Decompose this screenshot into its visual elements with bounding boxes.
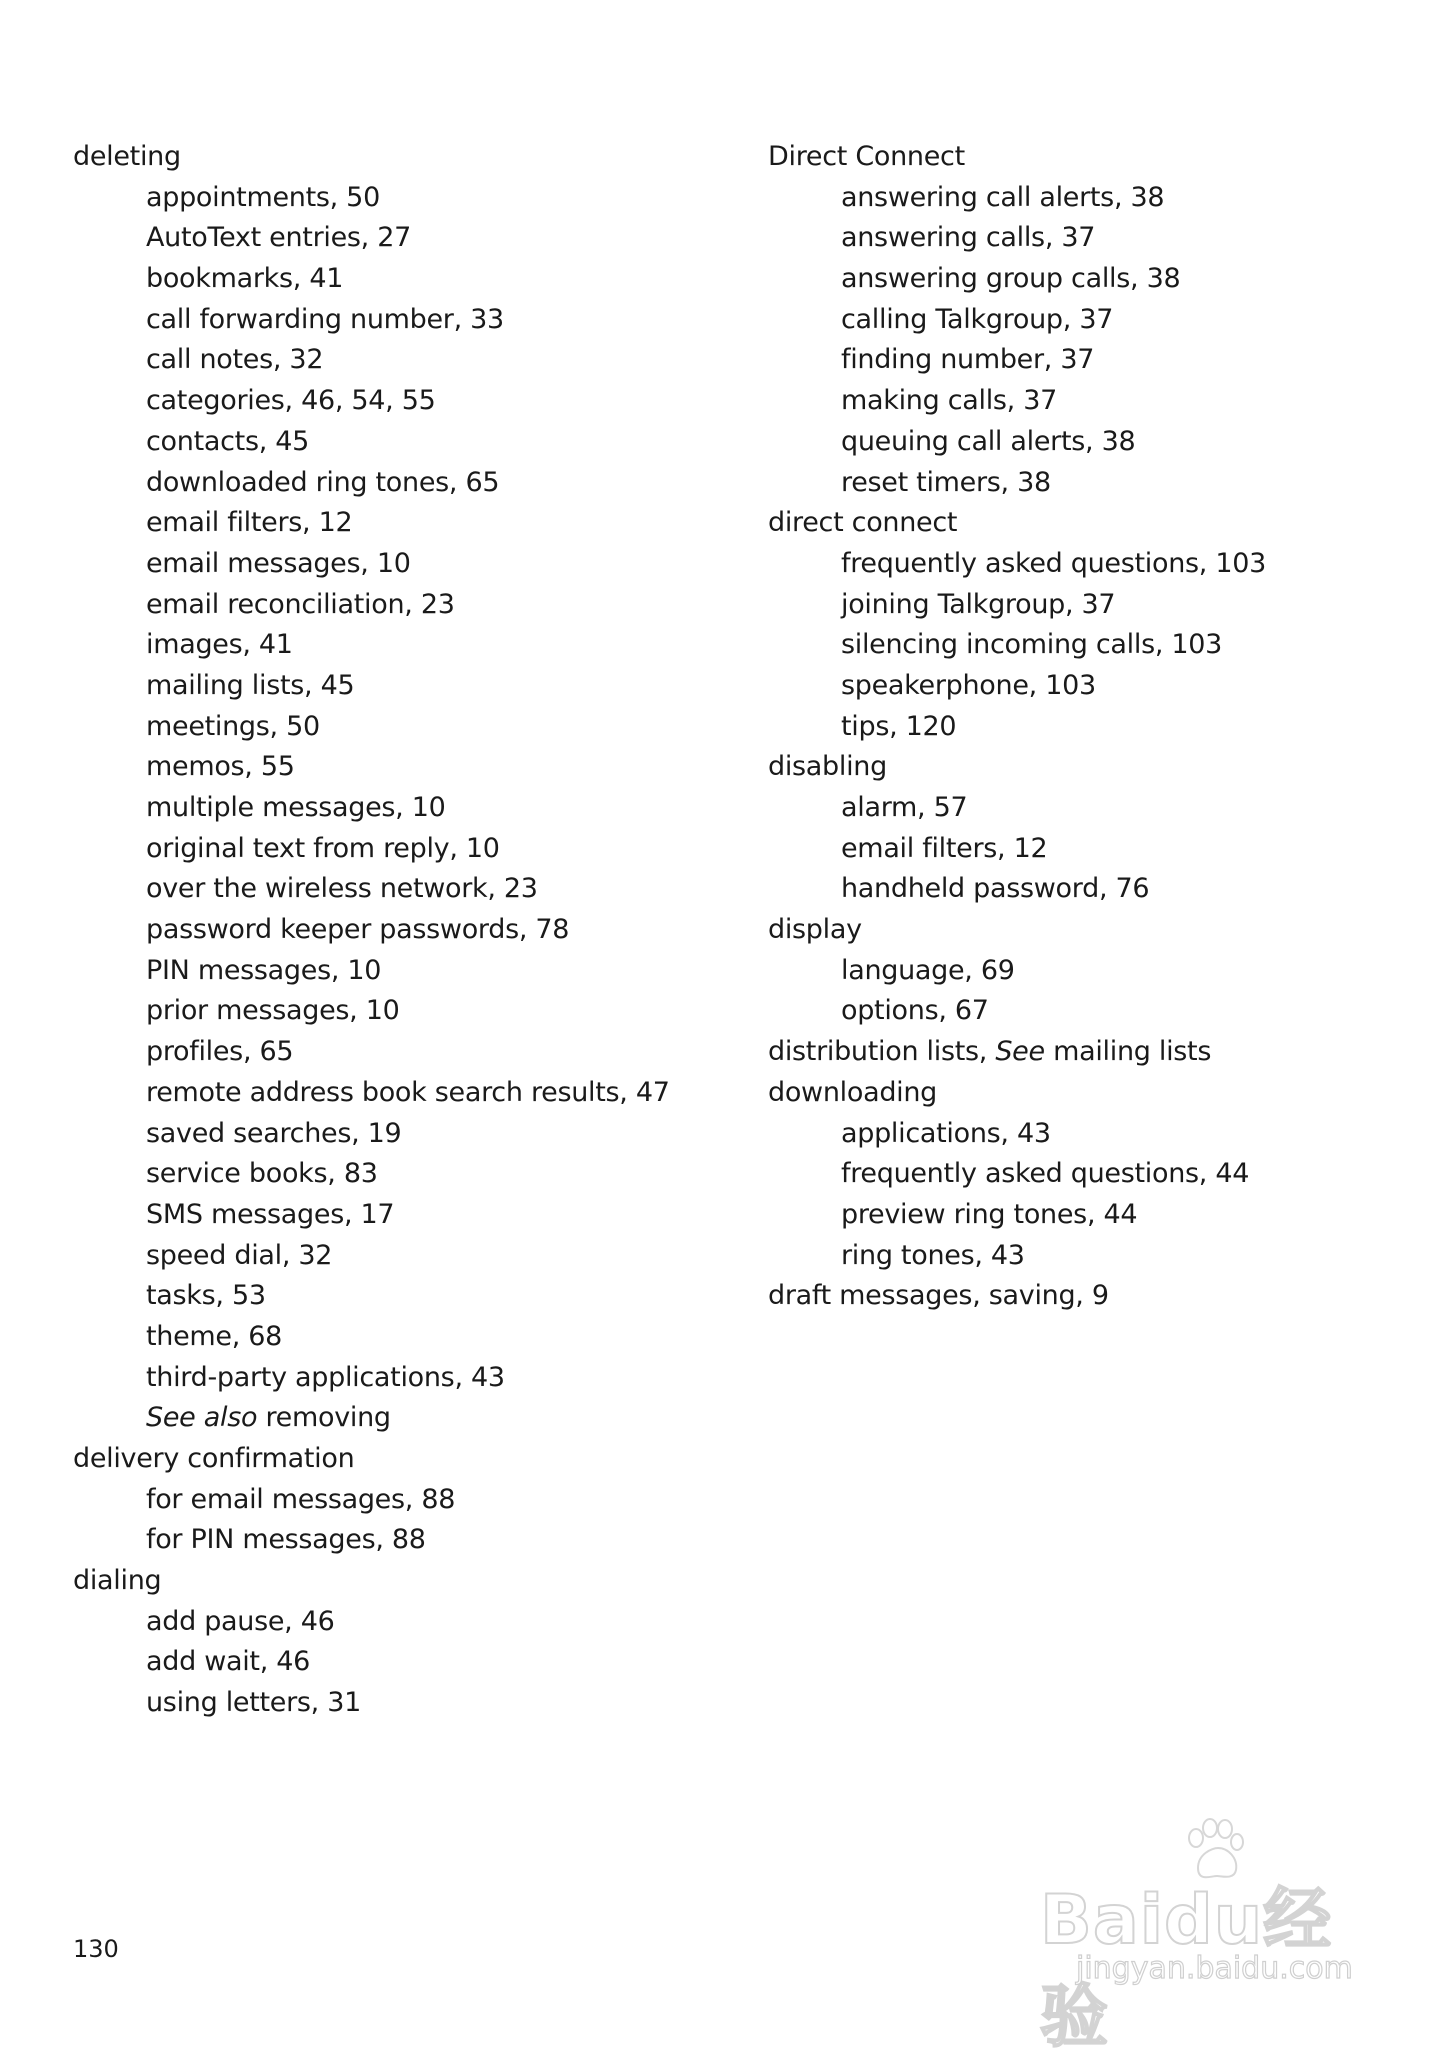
index-subentry [73,381,753,422]
index-heading [73,1439,753,1480]
entry-text: queuing call alerts, 38 [841,425,1136,457]
entry-text: silencing incoming calls, 103 [841,629,1223,661]
index-subentry [73,951,753,992]
entry-text: downloaded ring tones, 65 [146,466,500,498]
index-subentry [768,788,1408,829]
index-heading [768,1276,1408,1317]
entry-text: for PIN messages, 88 [146,1524,426,1556]
entry-text: speed dial, 32 [146,1239,333,1271]
index-subentry [73,788,753,829]
entry-text: multiple messages, 10 [146,792,446,823]
entry-text: dialing [73,1565,162,1597]
index-subentry [73,218,753,259]
entry-text: answering group calls, 38 [841,263,1181,295]
entry-text: frequently asked questions, 103 [841,547,1266,579]
index-subentry [73,1358,753,1399]
entry-text: email filters, 12 [841,832,1048,864]
watermark-url: jingyan.baidu.com [1076,1951,1353,1986]
entry-text: service books, 83 [146,1158,378,1190]
index-subentry [73,1154,753,1195]
entry-text: language, 69 [841,954,1015,986]
entry-text: email filters, 12 [146,507,353,539]
index-subentry [73,1276,753,1317]
entry-text: calling Talkgroup, 37 [841,303,1114,335]
index-subentry [768,259,1408,300]
index-heading [73,137,753,178]
index-subentry [768,544,1408,585]
index-subentry [768,300,1408,341]
entry-text: third-party applications, 43 [146,1361,505,1393]
entry-text: appointments, 50 [146,181,380,213]
entry-text: add pause, 46 [146,1605,335,1637]
index-subentry [768,951,1408,992]
entry-text: preview ring tones, 44 [841,1198,1138,1230]
entry-text: deleting [73,141,181,172]
index-subentry [73,1398,753,1439]
entry-text: call notes, 32 [146,344,324,376]
entry-text: memos, 55 [146,751,295,783]
index-subentry [768,625,1408,666]
index-heading [768,910,1408,951]
index-subentry [73,259,753,300]
index-subentry [73,178,753,219]
entry-text: mailing lists, 45 [146,669,355,701]
cross-reference-label: See [995,1036,1045,1068]
entry-text: reset timers, 38 [841,466,1051,498]
entry-text: prior messages, 10 [146,995,400,1027]
index-subentry [73,1236,753,1277]
index-subentry [768,178,1408,219]
entry-text: remote address book search results, 47 [146,1076,670,1108]
index-subentry [73,544,753,585]
entry-text: options, 67 [841,995,989,1027]
entry-text: SMS messages, 17 [146,1198,395,1230]
index-subentry [73,1032,753,1073]
index-subentry [768,1114,1408,1155]
entry-text: answering call alerts, 38 [841,181,1165,213]
entry-text: theme, 68 [146,1320,283,1352]
entry-text: meetings, 50 [146,710,320,742]
index-subentry [768,707,1408,748]
entry-text: mailing lists [1044,1036,1212,1068]
index-subentry [73,869,753,910]
entry-text: call forwarding number, 33 [146,303,504,335]
index-subentry [768,340,1408,381]
entry-text: original text from reply, 10 [146,832,500,864]
entry-text: contacts, 45 [146,425,310,457]
entry-text: tips, 120 [841,710,957,742]
index-column-left [73,137,753,1724]
entry-text: Direct Connect [768,141,965,172]
entry-text: speakerphone, 103 [841,669,1096,701]
entry-text: saved searches, 19 [146,1117,402,1149]
entry-text: categories, 46, 54, 55 [146,385,436,417]
index-subentry [73,1642,753,1683]
index-subentry [768,1195,1408,1236]
index-subentry [73,1520,753,1561]
index-heading [768,1073,1408,1114]
entry-text: disabling [768,751,887,783]
entry-text: answering calls, 37 [841,222,1096,254]
entry-text: applications, 43 [841,1117,1051,1149]
entry-text: alarm, 57 [841,792,968,823]
index-subentry [768,218,1408,259]
index-subentry [73,1114,753,1155]
index-heading [73,1561,753,1602]
entry-text: display [768,914,862,946]
index-subentry [768,991,1408,1032]
entry-text: direct connect [768,507,958,539]
index-subentry [768,463,1408,504]
index-heading [768,503,1408,544]
index-subentry [768,585,1408,626]
entry-text: bookmarks, 41 [146,263,344,295]
cross-reference-label: See also [146,1402,258,1434]
index-heading [768,1032,1408,1073]
watermark-brand: Baidu经验 [1040,1881,1333,2057]
index-heading [768,137,1408,178]
baidu-watermark [1040,1816,1380,2057]
index-subentry [768,666,1408,707]
entry-text: password keeper passwords, 78 [146,914,570,946]
index-column-right [768,137,1408,1317]
index-subentry [73,1073,753,1114]
index-heading [768,747,1408,788]
index-subentry [73,422,753,463]
entry-text: tasks, 53 [146,1280,266,1312]
entry-text: PIN messages, 10 [146,954,382,986]
entry-text: frequently asked questions, 44 [841,1158,1250,1190]
index-subentry [73,991,753,1032]
index-subentry [73,503,753,544]
index-subentry [768,1236,1408,1277]
entry-text: using letters, 31 [146,1687,362,1719]
index-subentry [768,381,1408,422]
index-subentry [73,1480,753,1521]
index-subentry [73,666,753,707]
index-subentry [73,300,753,341]
index-subentry [73,1317,753,1358]
entry-text: handheld password, 76 [841,873,1150,905]
entry-text: AutoText entries, 27 [146,222,411,254]
entry-text: downloading [768,1076,938,1108]
entry-text: for email messages, 88 [146,1483,456,1515]
entry-text: email messages, 10 [146,547,411,579]
entry-text: joining Talkgroup, 37 [841,588,1116,620]
index-subentry [73,585,753,626]
index-subentry [73,1602,753,1643]
index-subentry [768,869,1408,910]
index-subentry [73,625,753,666]
index-subentry [73,340,753,381]
entry-text: profiles, 65 [146,1036,294,1068]
entry-text: draft messages, saving, 9 [768,1280,1109,1312]
entry-text: distribution lists, [768,1036,996,1068]
index-subentry [73,463,753,504]
index-subentry [73,910,753,951]
entry-text: delivery confirmation [73,1443,355,1474]
index-subentry [73,707,753,748]
entry-text: add wait, 46 [146,1646,311,1678]
entry-text: removing [257,1402,391,1434]
index-subentry [73,747,753,788]
entry-text: finding number, 37 [841,344,1095,376]
index-subentry [73,1195,753,1236]
page-number: 130 [73,1935,119,1963]
entry-text: email reconciliation, 23 [146,588,455,620]
entry-text: ring tones, 43 [841,1239,1025,1271]
index-subentry [768,1154,1408,1195]
index-subentry [768,829,1408,870]
entry-text: over the wireless network, 23 [146,873,538,905]
index-subentry [73,1683,753,1724]
index-subentry [73,829,753,870]
entry-text: images, 41 [146,629,293,661]
entry-text: making calls, 37 [841,385,1057,417]
index-subentry [768,422,1408,463]
